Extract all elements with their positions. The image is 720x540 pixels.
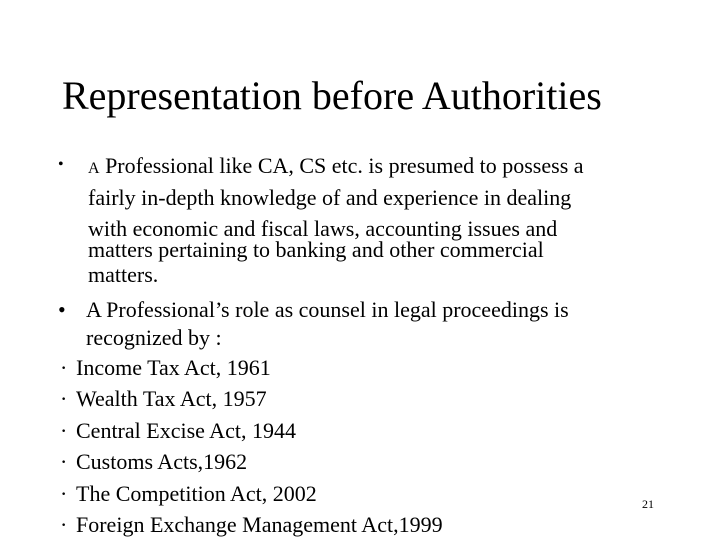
bullet-1-line-4: matters pertaining to banking and other commercial xyxy=(88,237,544,262)
act-item: Wealth Tax Act, 1957 xyxy=(76,386,267,411)
act-marker: · xyxy=(60,418,68,443)
bullet-1-lead: A xyxy=(88,160,100,177)
act-item: Customs Acts,1962 xyxy=(76,449,248,474)
act-marker: · xyxy=(60,449,68,474)
bullet-marker: • xyxy=(58,297,66,322)
bullet-1-line-1 xyxy=(88,153,584,182)
bullet-2-line-2: recognized by : xyxy=(86,325,222,350)
slide-title: Representation before Authorities xyxy=(62,73,602,118)
act-marker: · xyxy=(60,386,68,411)
bullet-1-line-5: matters. xyxy=(88,262,159,287)
act-marker: · xyxy=(60,481,68,506)
bullet-2-line-1: A Professional’s role as counsel in legal proceedings is xyxy=(86,297,569,322)
bullet-marker: • xyxy=(58,156,64,173)
act-item: The Competition Act, 2002 xyxy=(76,481,317,506)
page-number: 21 xyxy=(642,497,654,511)
bullet-1-text: Professional like CA, CS etc. is presumed to possess a xyxy=(99,153,584,178)
bullet-1-line-3: with economic and fiscal laws, accounting issues and xyxy=(88,216,558,241)
act-item: Foreign Exchange Management Act,1999 xyxy=(76,512,443,537)
act-item: Central Excise Act, 1944 xyxy=(76,418,296,443)
act-marker: · xyxy=(60,512,68,537)
bullet-1-line-2: fairly in-depth knowledge of and experience in dealing xyxy=(88,185,572,210)
act-item: Income Tax Act, 1961 xyxy=(76,355,271,380)
act-marker: · xyxy=(60,355,68,380)
